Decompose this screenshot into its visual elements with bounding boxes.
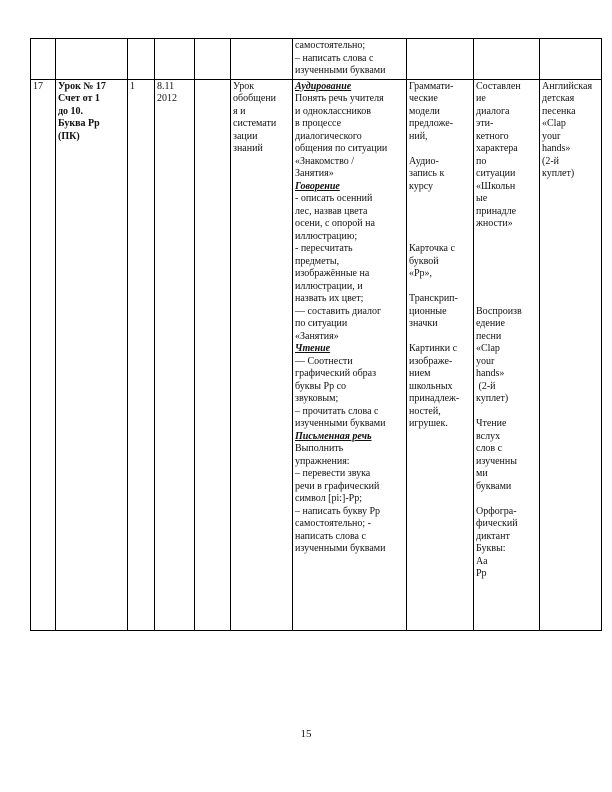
text-line: «Рр», (409, 268, 433, 279)
text-line: Карточка с (409, 243, 455, 254)
text-line (476, 406, 537, 419)
text-line: назвать их цвет; (295, 293, 364, 304)
cell-lesson (56, 39, 128, 80)
text-line: упражнения: (295, 455, 350, 467)
text-line: Буквы: (476, 543, 506, 554)
text-line: в процессе (295, 118, 342, 129)
text-line: Чтение (476, 418, 507, 429)
text-line: едение (476, 318, 505, 329)
text-line: Граммати- (409, 80, 454, 92)
text-line: диктант (476, 530, 510, 542)
cell-control (474, 39, 540, 80)
text-line (409, 331, 471, 344)
text-line (409, 281, 471, 294)
text-line: кетного (476, 130, 509, 142)
text-line: изученными буквами (295, 418, 386, 429)
text-line: ционные (409, 305, 447, 317)
text-line: (2-й (476, 380, 496, 392)
text-line: - пересчитать (295, 243, 353, 254)
text-line: принадле (476, 205, 517, 217)
text-line: Чтение (295, 343, 331, 354)
cell-control (474, 79, 540, 630)
cell-fact-date (195, 79, 231, 630)
text-line: диалогического (295, 130, 362, 142)
text-line: 2012 (157, 93, 177, 104)
text-line: Выполнить (295, 443, 344, 454)
text-line: речи в графический (295, 480, 380, 492)
text-line: лес, назвав цвета (295, 205, 368, 217)
text-line: жности» (476, 218, 513, 229)
text-line: Понять речь учителя (295, 93, 384, 104)
text-line: Рр (476, 568, 487, 579)
text-line: детская (542, 93, 575, 104)
text-line: изученными буквами (295, 65, 386, 76)
text-line: your (542, 130, 561, 142)
text-line: вслух (476, 430, 501, 442)
text-line: иллюстрацию; (295, 230, 358, 242)
text-line: до 10. (58, 105, 84, 117)
text-line: Воспроизв (476, 305, 522, 317)
text-line: изображённые на (295, 268, 370, 279)
text-line: «Знакомство / (295, 155, 355, 167)
text-line: знаний (233, 143, 263, 154)
text-line: ческие (409, 93, 438, 104)
text-line: Орфогра- (476, 505, 517, 517)
text-line (476, 231, 537, 244)
text-line: изученны (476, 455, 517, 467)
text-line (476, 281, 537, 294)
cell-date (155, 39, 195, 80)
text-line: Английская (542, 80, 593, 92)
text-line: – написать слова с (295, 52, 374, 64)
text-line: hands» (542, 143, 571, 154)
text-line: принадлеж- (409, 393, 460, 404)
text-line: ситуации (476, 168, 516, 179)
text-line: ностей, (409, 405, 441, 417)
text-line: самостоятельно; - (295, 518, 371, 529)
text-line (409, 231, 471, 244)
text-line: буквы Рр со (295, 380, 347, 392)
text-line: обобщени (233, 93, 277, 104)
text-line: «Школьн (476, 180, 516, 192)
cell-number: 17 (31, 79, 56, 630)
text-line: по (476, 155, 487, 167)
text-line (476, 493, 537, 506)
text-line: Аудирование (295, 80, 352, 92)
text-line: Буква Рр (58, 118, 100, 129)
text-line: Письменная речь (295, 430, 372, 442)
text-line: куплет) (476, 393, 509, 404)
text-line: – перевести звука (295, 468, 371, 479)
text-line: Картинки с (409, 343, 458, 354)
cell-extra (540, 79, 602, 630)
cell-extra (540, 39, 602, 80)
text-line (476, 256, 537, 269)
text-line: куплет) (542, 168, 575, 179)
text-line: «Занятия» (295, 330, 339, 342)
cell-hours: 1 (128, 79, 155, 630)
text-line: Счет от 1 (58, 93, 100, 104)
text-line: предметы, (295, 255, 340, 267)
text-line: Транскрип- (409, 293, 458, 304)
text-line: Урок № 17 (58, 80, 106, 92)
text-line: графический образ (295, 368, 377, 379)
text-line: Аа (476, 555, 488, 567)
text-line: — составить диалог (295, 305, 382, 317)
text-line: Составлен (476, 80, 521, 92)
text-line (476, 268, 537, 281)
text-line: your (476, 355, 495, 367)
text-line: — Соотнести (295, 355, 353, 367)
text-line: «Clap (476, 343, 500, 354)
text-line: нием (409, 368, 431, 379)
text-line: Урок (233, 80, 255, 92)
text-line: изображе- (409, 355, 453, 367)
lesson-plan-table (30, 38, 602, 631)
cell-materials (407, 79, 474, 630)
table-row (31, 79, 602, 630)
text-line: самостоятельно; (295, 40, 366, 51)
text-line: – написать букву Рр (295, 505, 381, 517)
text-line: песни (476, 330, 502, 342)
cell-type (231, 79, 293, 630)
text-line: запись к (409, 168, 445, 179)
text-line (409, 206, 471, 219)
text-line (409, 193, 471, 206)
text-line: Аудио- (409, 155, 439, 167)
text-line: hands» (476, 368, 505, 379)
text-line: – прочитать слова с (295, 405, 379, 417)
text-line (476, 293, 537, 306)
cell-number (31, 39, 56, 80)
text-line: зации (233, 130, 258, 142)
text-line: системати (233, 118, 277, 129)
cell-materials (407, 39, 474, 80)
text-line: Занятия» (295, 168, 334, 179)
cell-hours (128, 39, 155, 80)
text-line: ие (476, 93, 486, 104)
text-line: ые (476, 193, 488, 204)
text-line: фический (476, 518, 518, 529)
text-line: и одноклассников (295, 105, 371, 117)
text-line: песенка (542, 105, 576, 117)
text-line: (ПК) (58, 130, 80, 142)
text-line: диалога (476, 105, 510, 117)
text-line: школьных (409, 380, 453, 392)
table-row (31, 39, 602, 80)
cell-activities (293, 39, 407, 80)
text-line (409, 218, 471, 231)
text-line: ний, (409, 130, 428, 142)
text-line: эти- (476, 118, 494, 129)
text-line: характера (476, 143, 518, 154)
text-line: написать слова с (295, 530, 366, 542)
text-line: 8.11 (157, 80, 175, 92)
page-number: 15 (300, 728, 312, 740)
text-line: (2-й (542, 155, 560, 167)
cell-type (231, 39, 293, 80)
text-line (409, 143, 471, 156)
text-line: слов с (476, 443, 503, 454)
text-line: осени, с опорой на (295, 218, 375, 229)
text-line: курсу (409, 180, 434, 192)
text-line: Говорение (295, 180, 340, 192)
cell-activities (293, 79, 407, 630)
text-line: символ [pi:]-Pp; (295, 493, 363, 504)
text-line: модели (409, 105, 440, 117)
text-line: - описать осенний (295, 193, 373, 204)
cell-date (155, 79, 195, 630)
text-line: игрушек. (409, 418, 448, 429)
text-line: иллюстрации, и (295, 280, 363, 292)
cell-fact-date (195, 39, 231, 80)
text-line: буквой (409, 255, 439, 267)
text-line: я и (233, 105, 246, 117)
text-line: звуковым; (295, 393, 339, 404)
cell-lesson (56, 79, 128, 630)
text-line: предложе- (409, 118, 454, 129)
text-line: буквами (476, 480, 512, 492)
text-line: изученными буквами (295, 543, 386, 554)
text-line: по ситуации (295, 318, 348, 329)
text-line: значки (409, 318, 438, 329)
text-line: ми (476, 468, 488, 479)
text-line (476, 243, 537, 256)
text-line: «Clap (542, 118, 566, 129)
text-line: общения по ситуации (295, 143, 388, 154)
